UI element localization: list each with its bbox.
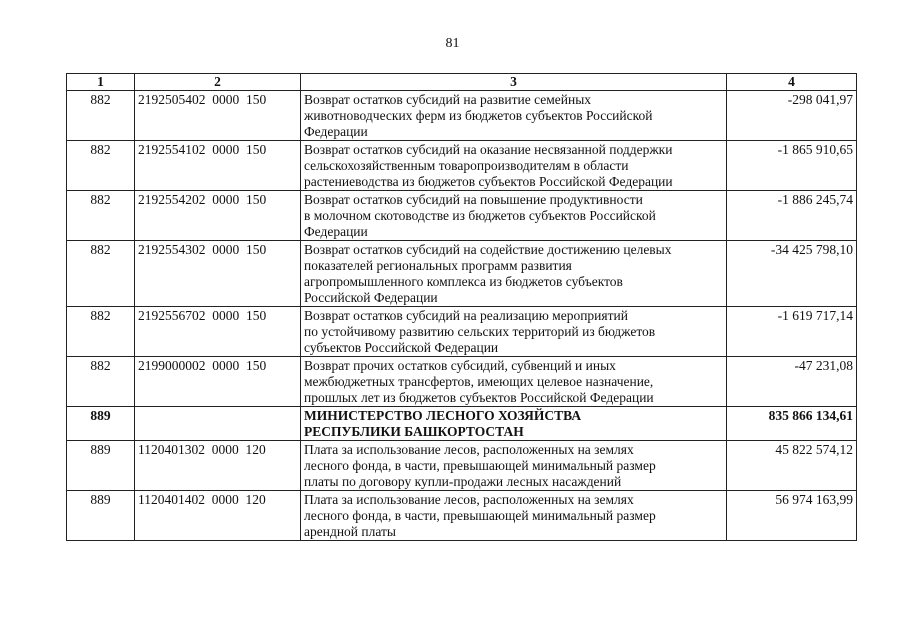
column-header-4: 4 <box>727 74 857 91</box>
admin-code-cell: 889 <box>67 491 135 541</box>
revenue-code-cell: 2192556702 0000 150 <box>135 307 301 357</box>
admin-code-cell: 882 <box>67 307 135 357</box>
revenue-code-cell: 2199000002 0000 150 <box>135 357 301 407</box>
column-header-1: 1 <box>67 74 135 91</box>
amount-cell: 835 866 134,61 <box>727 407 857 441</box>
revenue-code-cell: 2192505402 0000 150 <box>135 91 301 141</box>
page-number: 81 <box>445 36 460 51</box>
admin-code-cell: 882 <box>67 241 135 307</box>
amount-cell: 45 822 574,12 <box>727 441 857 491</box>
amount-cell: -1 886 245,74 <box>727 191 857 241</box>
description-cell: Возврат остатков субсидий на развитие семейных животноводческих ферм из бюджетов субъектов Российской Федерации <box>301 91 727 141</box>
table-row <box>67 307 857 357</box>
admin-code-cell: 889 <box>67 407 135 441</box>
revenue-code-cell: 2192554202 0000 150 <box>135 191 301 241</box>
amount-cell: -1 865 910,65 <box>727 141 857 191</box>
description-cell: Возврат остатков субсидий на реализацию мероприятий по устойчивому развитию сельских территорий из бюджетов субъектов Российской Федерации <box>301 307 727 357</box>
revenue-code-cell: 2192554302 0000 150 <box>135 241 301 307</box>
admin-code-cell: 882 <box>67 141 135 191</box>
admin-code-cell: 882 <box>67 191 135 241</box>
admin-code-cell: 882 <box>67 91 135 141</box>
description-cell: Плата за использование лесов, расположенных на землях лесного фонда, в части, превышающей минимальный размер арендной платы <box>301 491 727 541</box>
amount-cell: -47 231,08 <box>727 357 857 407</box>
table-body <box>67 91 857 541</box>
revenue-code-cell: 1120401402 0000 120 <box>135 491 301 541</box>
description-cell: Возврат остатков субсидий на повышение продуктивности в молочном скотоводстве из бюджетов субъектов Российской Федерации <box>301 191 727 241</box>
table-row <box>67 91 857 141</box>
amount-cell: -1 619 717,14 <box>727 307 857 357</box>
description-cell: МИНИСТЕРСТВО ЛЕСНОГО ХОЗЯЙСТВА РЕСПУБЛИКИ БАШКОРТОСТАН <box>301 407 727 441</box>
description-cell: Возврат прочих остатков субсидий, субвенций и иных межбюджетных трансфертов, имеющих целевое назначение, прошлых лет из бюджетов субъектов Российской Федерации <box>301 357 727 407</box>
table-row <box>67 191 857 241</box>
revenue-code-cell: 1120401302 0000 120 <box>135 441 301 491</box>
description-cell: Возврат остатков субсидий на оказание несвязанной поддержки сельскохозяйственным товаропроизводителям в области растениеводства из бюджетов субъектов Российской Федерации <box>301 141 727 191</box>
admin-code-cell: 882 <box>67 357 135 407</box>
table-row <box>67 491 857 541</box>
column-header-2: 2 <box>135 74 301 91</box>
description-cell: Плата за использование лесов, расположенных на землях лесного фонда, в части, превышающей минимальный размер платы по договору купли-продажи лесных насаждений <box>301 441 727 491</box>
table-row <box>67 141 857 191</box>
table-row <box>67 407 857 441</box>
amount-cell: -34 425 798,10 <box>727 241 857 307</box>
budget-revenue-table <box>66 73 857 541</box>
revenue-code-cell <box>135 407 301 441</box>
revenue-code-cell: 2192554102 0000 150 <box>135 141 301 191</box>
amount-cell: 56 974 163,99 <box>727 491 857 541</box>
description-cell: Возврат остатков субсидий на содействие достижению целевых показателей региональных программ развития агропромышленного комплекса из бюджетов субъектов Российской Федерации <box>301 241 727 307</box>
table-row <box>67 357 857 407</box>
admin-code-cell: 889 <box>67 441 135 491</box>
amount-cell: -298 041,97 <box>727 91 857 141</box>
column-header-3: 3 <box>301 74 727 91</box>
table-row <box>67 241 857 307</box>
table-row <box>67 441 857 491</box>
table-header-row <box>67 74 857 91</box>
